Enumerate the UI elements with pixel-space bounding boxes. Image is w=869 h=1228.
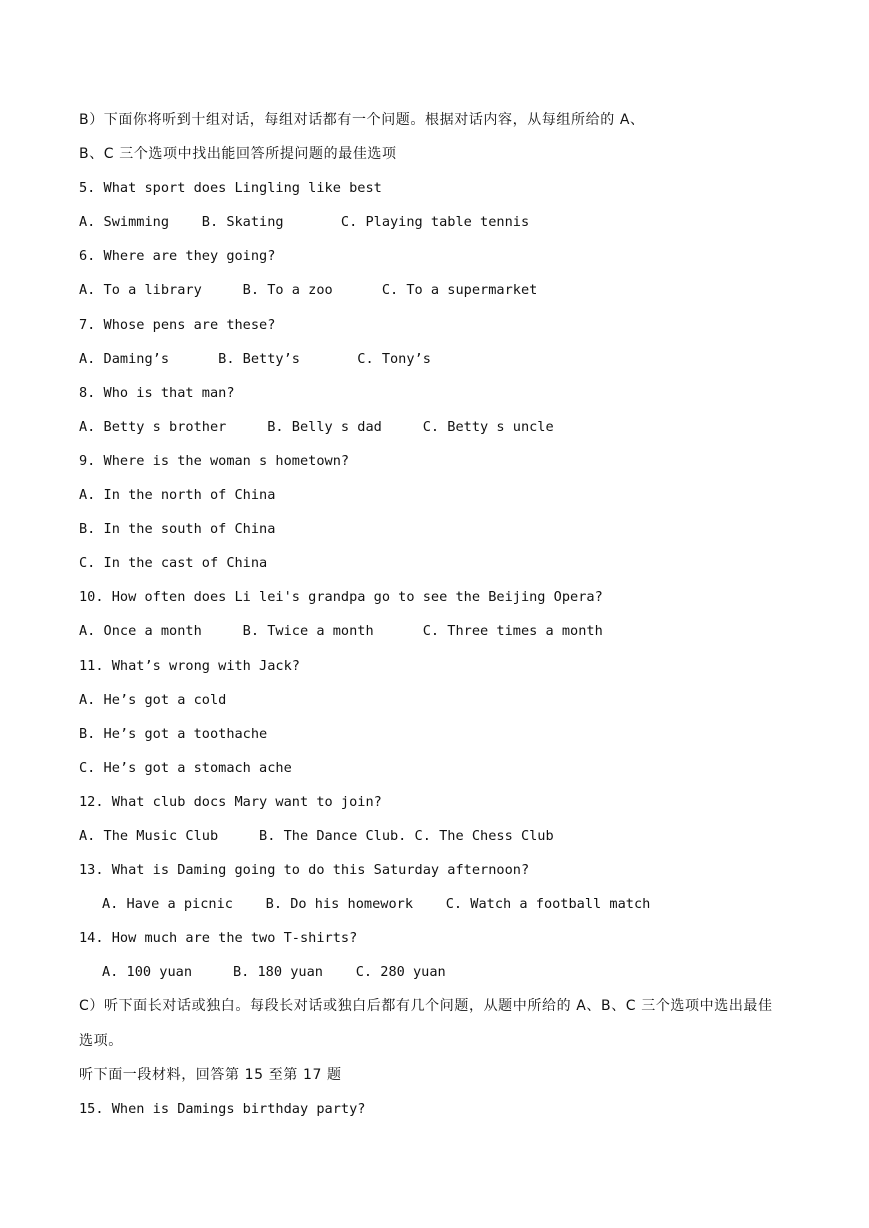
question-13: 13. What is Daming going to do this Saturday afternoon? <box>79 862 530 879</box>
section-c-intro-line2: 选项。 <box>79 1032 123 1049</box>
question-13-options: A. Have a picnic B. Do his homework C. Watch a football match <box>102 896 651 913</box>
question-14-options: A. 100 yuan B. 180 yuan C. 280 yuan <box>102 964 446 981</box>
question-14: 14. How much are the two T-shirts? <box>79 930 358 947</box>
exam-page <box>79 110 799 1133</box>
section-c-intro-line1: C）听下面长对话或独白。每段长对话或独白后都有几个问题，从题中所给的 A、B、C 三个选项中选出最佳 <box>79 998 773 1015</box>
question-8-options: A. Betty s brother B. Belly s dad C. Betty s uncle <box>79 418 554 435</box>
question-11-option-b: B. He’s got a toothache <box>79 725 268 742</box>
question-12-options: A. The Music Club B. The Dance Club. C. The Chess Club <box>79 827 554 844</box>
question-10: 10. How often does Li lei's grandpa go to see the Beijing Opera? <box>79 589 603 606</box>
question-9-option-b: B. In the south of China <box>79 521 276 538</box>
question-11-option-c: C. He’s got a stomach ache <box>79 759 292 776</box>
question-8: 8. Who is that man? <box>79 384 235 401</box>
section-b-intro-line1: B）下面你将听到十组对话，每组对话都有一个问题。根据对话内容，从每组所给的 A、 <box>79 112 645 128</box>
question-9-option-c: C. In the cast of China <box>79 555 268 572</box>
question-10-options: A. Once a month B. Twice a month C. Three times a month <box>79 623 603 640</box>
section-c-passage-note: 听下面一段材料，回答第 15 至第 17 题 <box>79 1066 342 1083</box>
question-9: 9. Where is the woman s hometown? <box>79 452 350 469</box>
question-7: 7. Whose pens are these? <box>79 316 276 333</box>
question-5: 5. What sport does Lingling like best <box>79 180 382 197</box>
question-12: 12. What club docs Mary want to join? <box>79 793 382 810</box>
question-5-options: A. Swimming B. Skating C. Playing table tennis <box>79 214 530 231</box>
question-11: 11. What’s wrong with Jack? <box>79 657 300 674</box>
question-7-options: A. Daming’s B. Betty’s C. Tony’s <box>79 350 431 367</box>
question-11-option-a: A. He’s got a cold <box>79 691 227 708</box>
question-6: 6. Where are they going? <box>79 248 276 265</box>
question-9-option-a: A. In the north of China <box>79 487 276 504</box>
question-15: 15. When is Damings birthday party? <box>79 1100 366 1117</box>
question-6-options: A. To a library B. To a zoo C. To a supermarket <box>79 282 538 299</box>
section-b-intro-line2: B、C 三个选项中找出能回答所提问题的最佳选项 <box>79 146 397 163</box>
